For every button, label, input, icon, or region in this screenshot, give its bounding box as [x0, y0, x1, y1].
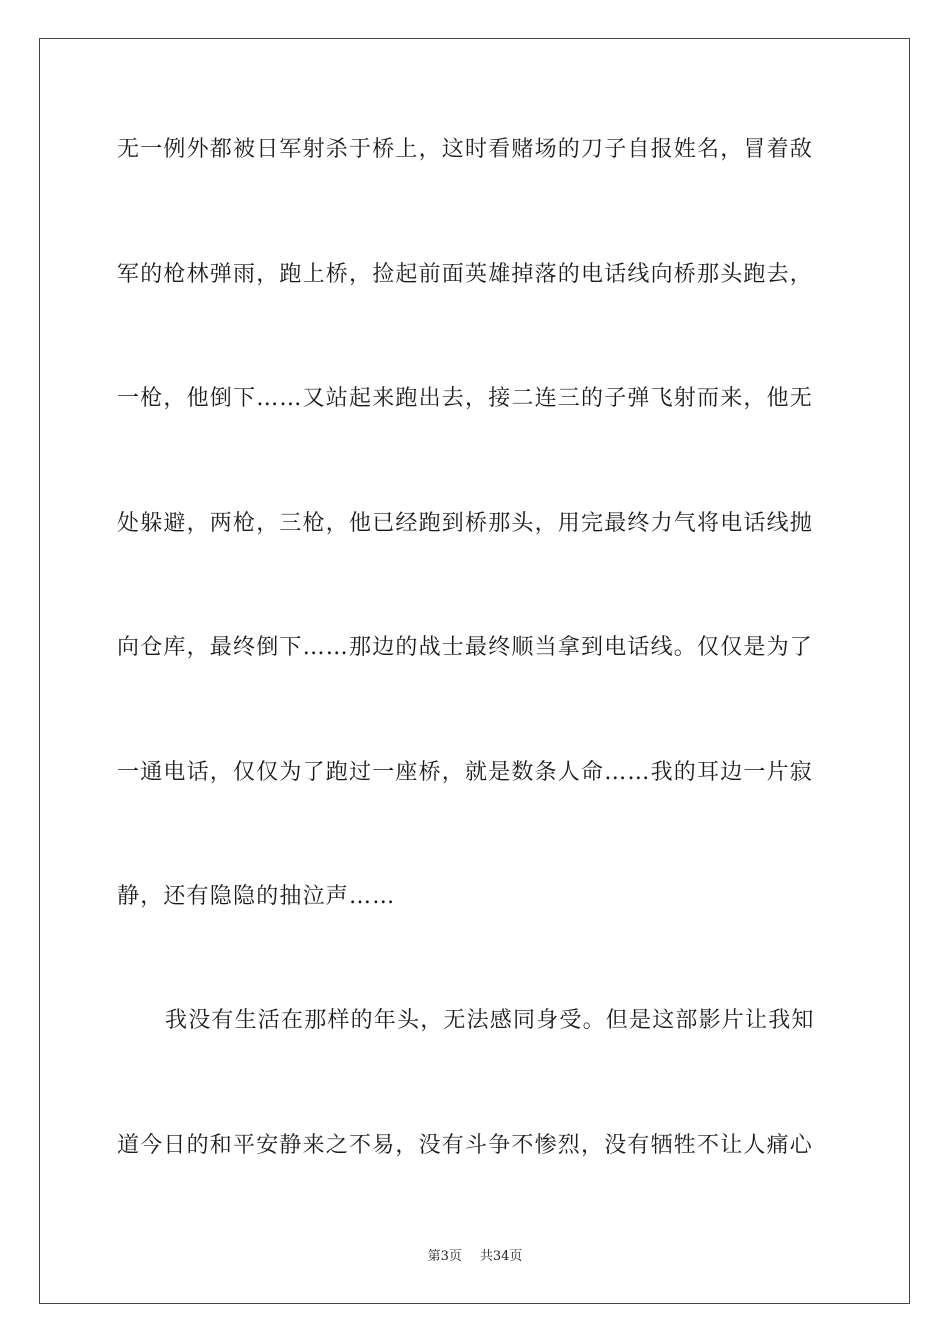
- text-line: 军的枪林弹雨，跑上桥，捡起前面英雄掉落的电话线向桥那头跑去，: [117, 262, 814, 287]
- page-footer: [0, 1248, 950, 1266]
- text-line: 一通电话，仅仅为了跑过一座桥，就是数条人命……我的耳边一片寂: [117, 760, 814, 785]
- paragraph-first-line: 我没有生活在那样的年头，无法感同身受。但是这部影片让我知: [165, 1008, 815, 1033]
- text-line: 静，还有隐隐的抽泣声……: [117, 884, 396, 909]
- text-line: 一枪，他倒下……又站起来跑出去，接二连三的子弹飞射而来，他无: [117, 386, 814, 411]
- page-border: [39, 38, 910, 1304]
- page-number: 第3页: [427, 1249, 462, 1264]
- text-line: 道今日的和平安静来之不易，没有斗争不惨烈，没有牺牲不让人痛心: [117, 1133, 814, 1158]
- text-line: 无一例外都被日军射杀于桥上，这时看赌场的刀子自报姓名，冒着敌: [117, 137, 814, 162]
- text-line: 向仓库，最终倒下……那边的战士最终顺当拿到电话线。仅仅是为了: [117, 635, 814, 660]
- text-line: 处躲避，两枪，三枪，他已经跑到桥那头，用完最终力气将电话线抛: [117, 511, 814, 536]
- page-total: 共34页: [479, 1249, 523, 1264]
